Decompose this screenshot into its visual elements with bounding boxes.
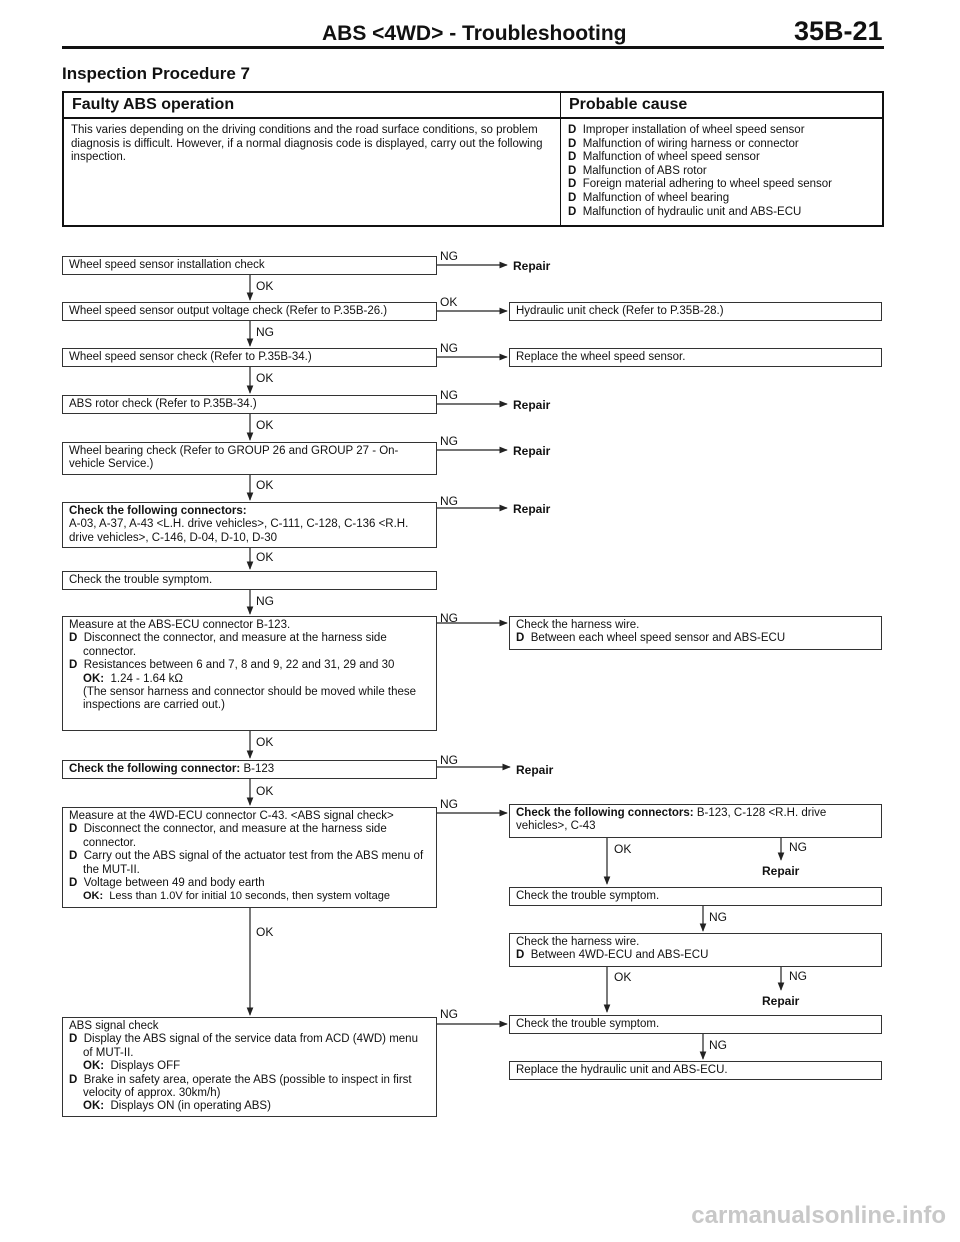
ok-label: OK [256,371,274,385]
step-trouble-symptom: Check the trouble symptom. [62,571,437,590]
ng-label: NG [789,969,807,983]
step-hydraulic-unit-check: Hydraulic unit check (Refer to P.35B-28.) [509,302,882,321]
ok-label: OK [256,735,274,749]
ok-label: OK [614,842,632,856]
overview-header-operation: Faulty ABS operation [63,92,561,118]
ng-label: NG [709,910,727,924]
watermark: carmanualsonline.info [691,1202,946,1229]
step-replace-hydraulic: Replace the hydraulic unit and ABS-ECU. [509,1061,882,1080]
list-item: D Malfunction of hydraulic unit and ABS-ECU [568,205,802,218]
list-item: D Disconnect the connector, and measure at the harness side connector. [69,823,387,849]
ok-criteria: OK: Displays OFF [83,1060,181,1073]
step-wheel-bearing-check: Wheel bearing check (Refer to GROUP 26 and GROUP 27 - On-vehicle Service.) [62,442,437,475]
list-item: D Between 4WD-ECU and ABS-ECU [516,949,709,962]
step-abs-signal-title: ABS signal check [69,1020,159,1032]
ok-criteria: OK: Displays ON (in operating ABS) [83,1100,271,1113]
section-title: Inspection Procedure 7 [62,64,250,83]
step-connector-b123: Check the following connector: B-123 [62,760,437,779]
note: (The sensor harness and connector should be moved while these inspections are carried out.) [83,686,417,712]
ng-label: NG [440,611,458,625]
list-item: D Improper installation of wheel speed sensor [568,124,805,136]
ok-label: OK [256,279,274,293]
list-item: D Voltage between 49 and body earth [69,877,265,890]
repair-label: Repair [513,444,551,458]
step-sensor-check: Wheel speed sensor check (Refer to P.35B-34.) [62,348,437,367]
step-harness-title: Check the harness wire. [516,619,640,631]
ng-label: NG [256,325,274,339]
ng-label: NG [440,753,458,767]
ok-criteria: OK: Less than 1.0V for initial 10 seconds, then system voltage [83,890,390,903]
ng-label: NG [709,1038,727,1052]
ok-label: OK [256,550,274,564]
repair-label: Repair [762,864,800,878]
ng-label: NG [440,341,458,355]
step-harness-wire-check [509,616,882,650]
ng-label: NG [440,434,458,448]
step-harness-4wd-title: Check the harness wire. [516,936,640,948]
step-connectors-4wd: Check the following connectors: B-123, C-128 <R.H. drive vehicles>, C-43 [509,804,882,838]
ok-label: OK [440,295,458,309]
ng-label: NG [440,797,458,811]
list-item: D Brake in safety area, operate the ABS (possible to inspect in first velocity of approx. 30km/h) [69,1073,412,1100]
step-rotor-check: ABS rotor check (Refer to P.35B-34.) [62,395,437,414]
list-item: D Foreign material adhering to wheel speed sensor [568,178,833,191]
repair-label: Repair [516,763,554,777]
ng-label: NG [440,388,458,402]
list-item: D Disconnect the connector, and measure at the harness side connector. [69,632,387,658]
ok-label: OK [256,784,274,798]
step-connector-list: A-03, A-37, A-43 <L.H. drive vehicles>, C-111, C-128, C-136 <R.H. drive vehicles>, C-146, D-04, D-10, D-30 [69,518,409,544]
overview-header-cause: Probable cause [561,92,884,118]
ng-label: NG [440,249,458,263]
header-title: ABS <4WD> - Troubleshooting [322,22,627,45]
step-connector-check [62,502,437,548]
repair-label: Repair [513,398,551,412]
ok-label: OK [614,970,632,984]
list-item: D Malfunction of ABS rotor [568,164,707,177]
ok-label: OK [256,925,274,939]
ng-label: NG [256,594,274,608]
step-output-voltage-check: Wheel speed sensor output voltage check (Refer to P.35B-26.) [62,302,437,321]
step-installation-check: Wheel speed sensor installation check [62,256,437,275]
step-replace-sensor: Replace the wheel speed sensor. [509,348,882,367]
list-item: D Carry out the ABS signal of the actuator test from the ABS menu of the MUT-II. [69,850,424,876]
step-abs-ecu-measure [62,616,437,731]
repair-label: Repair [513,502,551,516]
ng-label: NG [440,494,458,508]
overview-description: This varies depending on the driving conditions and the road surface conditions, so problem diagnosis is difficult. However, if a normal diagnosis code is displayed, carry out the following inspection. [63,118,561,226]
page-number: 35B-21 [794,16,883,46]
step-4wd-ecu-measure [62,807,437,908]
list-item: D Malfunction of wiring harness or connector [568,137,799,150]
list-item: D Malfunction of wheel speed sensor [568,151,760,164]
list-item: D Resistances between 6 and 7, 8 and 9, 22 and 31, 29 and 30 [69,659,395,672]
repair-label: Repair [513,259,551,273]
list-item: D Malfunction of wheel bearing [568,191,730,204]
ok-label: OK [256,418,274,432]
step-abs-ecu-title: Measure at the ABS-ECU connector B-123. [69,619,291,631]
step-connector-title: Check the following connectors: [69,505,247,517]
step-harness-4wd [509,933,882,967]
list-item: D Between each wheel speed sensor and ABS-ECU [516,632,786,645]
step-4wd-title: Measure at the 4WD-ECU connector C-43. <ABS signal check> [69,810,394,822]
step-trouble-symptom-3: Check the trouble symptom. [509,1015,882,1034]
ok-label: OK [256,478,274,492]
ng-label: NG [789,840,807,854]
step-trouble-symptom-2: Check the trouble symptom. [509,887,882,906]
step-abs-signal-check [62,1017,437,1117]
repair-label: Repair [762,994,800,1008]
ng-label: NG [440,1007,458,1021]
list-item: D Display the ABS signal of the service data from ACD (4WD) menu of MUT-II. [69,1033,418,1059]
ok-criteria: OK: 1.24 - 1.64 kΩ [83,672,184,685]
